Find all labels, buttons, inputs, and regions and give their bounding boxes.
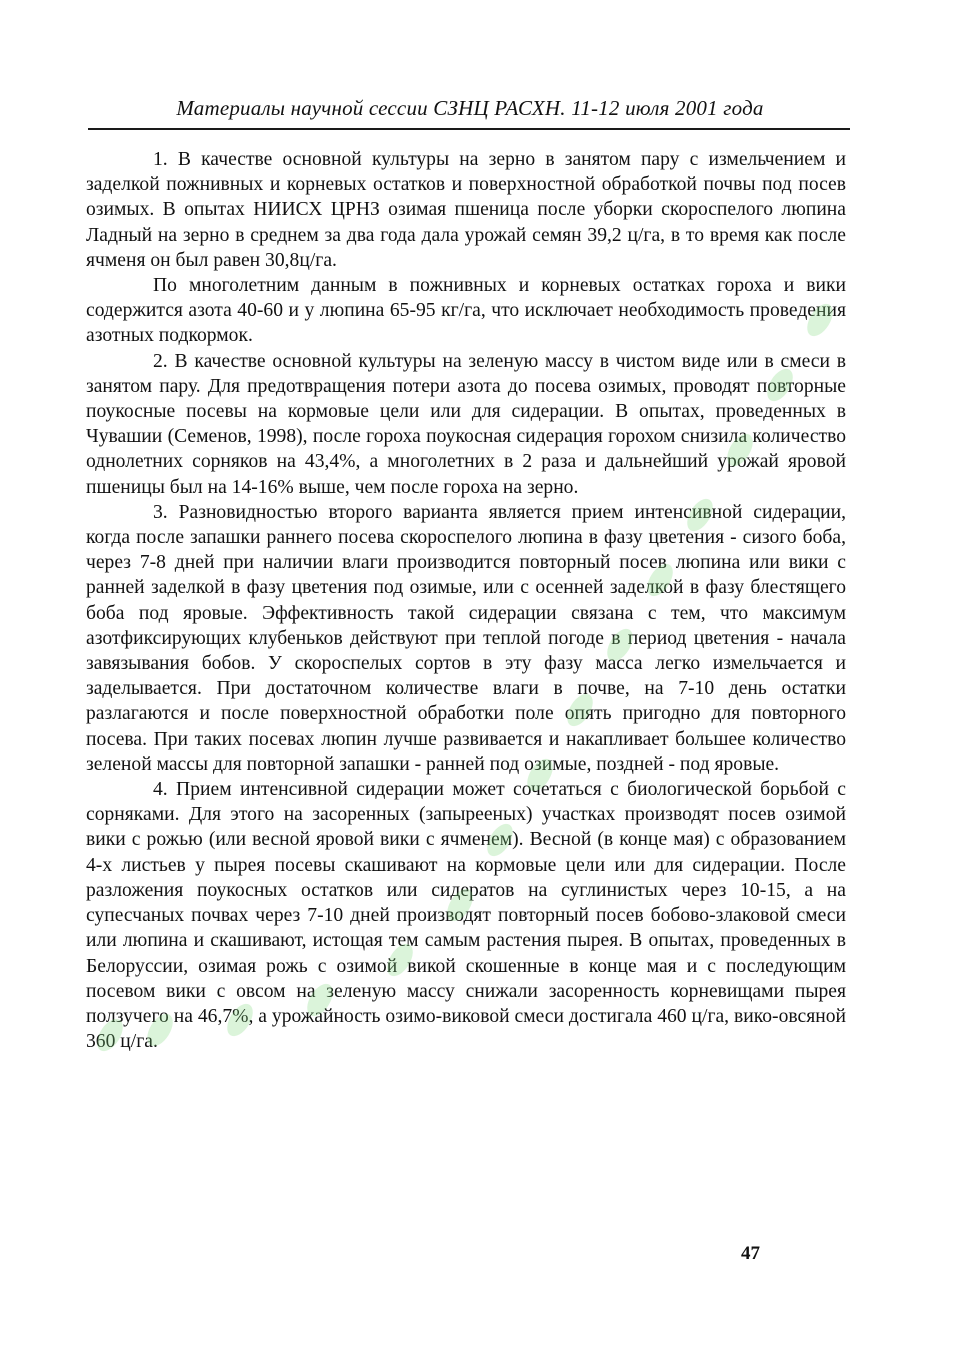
- paragraph-3: 2. В качестве основной культуры на зеленую массу в чистом виде или в смеси в занятом пару. Для предотвращения потери азота до посева озимых, проводят повторные поукосные посевы на кормовые цели или для сидерации. В опытах, проведенных в Чувашии (Семенов, 1998), после гороха поукосная сидерация горохом снизила количество однолетних сорняков на 43,4%, а многолетних в 2 раза и дальнейший урожай яровой пшеницы был на 14-16% выше, чем после гороха на зерно.: [86, 350, 846, 498]
- paragraph-1: 1. В качестве основной культуры на зерно в занятом пару с измельчением и заделкой пожнивных и корневых остатков и поверхностной обработкой почвы под посев озимых. В опытах НИИСХ ЦРНЗ озимая пшеница после уборки скороспелого люпина Ладный на зерно в среднем за два года дала урожай семян 39,2 ц/га, в то время как после ячменя он был равен 30,8ц/га.: [86, 149, 846, 271]
- page-number: 47: [741, 1243, 760, 1264]
- paragraph-4: 3. Разновидностью второго варианта является прием интенсивной сидерации, когда после запашки раннего посева скороспелого люпина в фазу цветения - сизого боба, через 7-8 дней при наличии влаги производится повторный посев люпина или вики с ранней заделкой в фазу цветения под озимые, или с осенней заделкой в фазу блестящего боба под яровые. Эффективность такой сидерации связана с тем, что максимум азотфиксирующих клубеньков действуют при теплой погоде в период цветения - начала завязывания бобов. У скороспелых сортов в эту фазу масса легко измельчается и заделывается. При достаточном количестве влаги в почве, на 7-10 день остатки разлагаются и после поверхностной обработки поле опять пригодно для повторного посева. При таких посевах люпин лучше развивается и накапливает большее количество зеленой массы для повторной запашки - ранней под озимые, поздней - под яровые.: [86, 501, 846, 775]
- paragraph-5: 4. Прием интенсивной сидерации может сочетаться с биологической борьбой с сорняками. Для этого на засоренных (запырееных) участках производят посев озимой вики с рожью (или весной яровой вики с ячменем). Весной (в конце мая) с образованием 4-х листьев у пырея посевы скашивают на кормовые цели или для сидерации. После разложения поукосных остатков или сидератов на суглинистых через 10-15, а на супесчаных почвах через 7-10 дней производят повторный посев бобово-злаковой смеси или люпина и скашивают, истощая тем самым растения пырея. В опытах, проведенных в Белоруссии, озимая рожь с озимой викой скошенные в конце мая и с последующим посевом вики с овсом на зеленую массу снижали засоренность корневищами пырея ползучего на 46,7%, а урожайность озимо-виковой смеси достигала 460 ц/га, вико-овсяной 360 ц/га.: [86, 779, 846, 1053]
- running-header: Материалы научной сессии СЗНЦ РАСХН. 11-12 июля 2001 года: [176, 96, 764, 120]
- body-text: [86, 147, 846, 1054]
- paragraph-2: По многолетним данным в пожнивных и корневых остатках гороха и вики содержится азота 40-60 и у люпина 65-95 кг/га, что исключает необходимость проведения азотных подкормок.: [86, 275, 846, 347]
- header-rule: [88, 128, 850, 130]
